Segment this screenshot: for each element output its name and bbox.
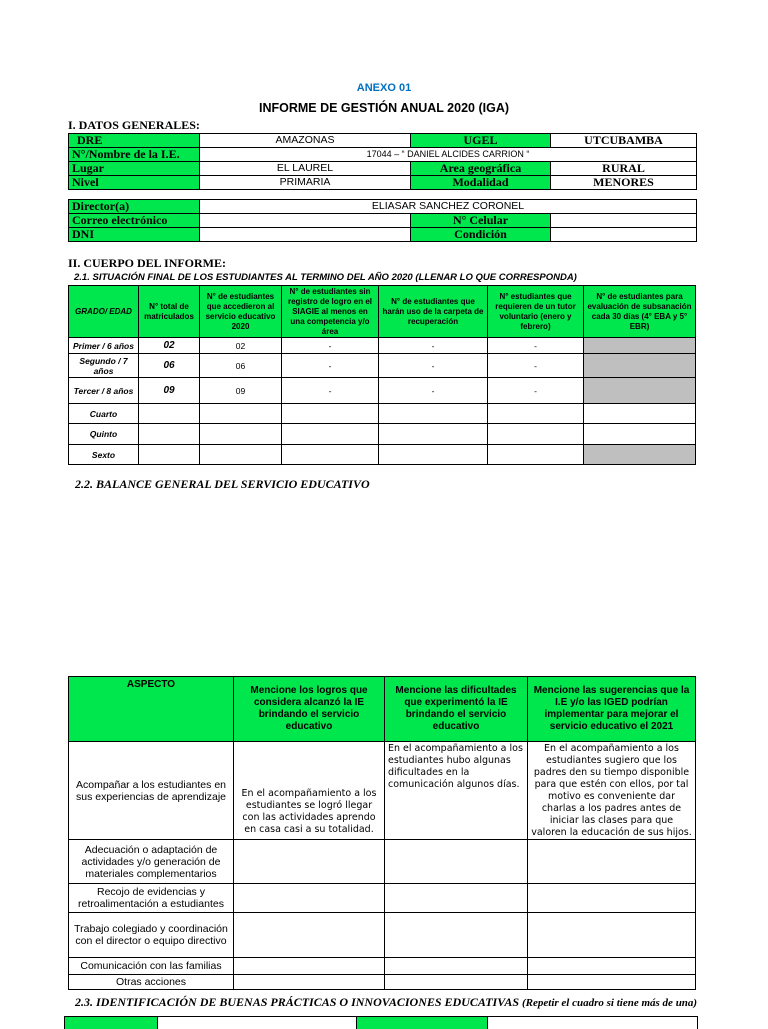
section-general-title: I. DATOS GENERALES: — [68, 118, 200, 132]
col-accedieron: N° de estudiantes que accedieron al servicio educativo 2020 — [200, 286, 282, 338]
aspects-table — [68, 676, 696, 990]
director-value: ELIASAR SANCHEZ CORONEL — [200, 200, 697, 214]
good-practices-label-cell-2 — [357, 1017, 488, 1029]
grade-cell: Sexto — [69, 445, 139, 465]
aspecto-cell: Trabajo colegiado y coordinación con el director o equipo directivo — [69, 913, 234, 958]
logros-cell — [234, 975, 385, 990]
accedieron-cell — [200, 424, 282, 445]
subsanacion-cell — [584, 404, 696, 424]
table-row — [69, 424, 696, 445]
sugerencias-cell — [528, 840, 696, 884]
col-dificultades: Mencione las dificultades que experimentó la IE brindando el servicio educativo — [385, 677, 528, 742]
lugar-value: EL LAUREL — [200, 162, 411, 176]
section-good-practices-title — [75, 995, 697, 1010]
subsanacion-cell — [584, 338, 696, 354]
condicion-label: Condición — [411, 228, 551, 242]
ie-label: N°/Nombre de la I.E. — [69, 148, 200, 162]
total-cell — [139, 445, 200, 465]
good-practices-label-cell — [65, 1017, 158, 1029]
col-sugerencias: Mencione las sugerencias que la I.E y/o las IGED podrían implementar para mejorar el servicio educativo el 2021 — [528, 677, 696, 742]
students-table — [68, 285, 696, 465]
col-carpeta: N° de estudiantes que harán uso de la carpeta de recuperación — [379, 286, 488, 338]
table-row — [69, 404, 696, 424]
total-cell — [139, 424, 200, 445]
ie-value: 17044 – “ DANIEL ALCIDES CARRION “ — [200, 148, 697, 162]
sin-registro-cell — [282, 404, 379, 424]
modalidad-value: MENORES — [551, 176, 697, 190]
table-row — [69, 338, 696, 354]
dre-label: DRE — [69, 134, 200, 148]
aspecto-cell: Adecuación o adaptación de actividades y/o generación de materiales complementarios — [69, 840, 234, 884]
table-row — [69, 445, 696, 465]
sin-registro-cell: - — [282, 354, 379, 378]
col-total: N° total de matriculados — [139, 286, 200, 338]
nivel-label: Nivel — [69, 176, 200, 190]
col-sin-registro: N° de estudiantes sin registro de logro en el SIAGIE al menos en una competencia y/o área — [282, 286, 379, 338]
section-body-title: II. CUERPO DEL INFORME: — [68, 256, 227, 270]
area-value: RURAL — [551, 162, 697, 176]
table-row — [69, 958, 696, 975]
dificultades-cell — [385, 884, 528, 913]
dre-value: AMAZONAS — [200, 134, 411, 148]
ugel-value: UTCUBAMBA — [551, 134, 697, 148]
balance-title: 2.2. BALANCE GENERAL DEL SERVICIO EDUCATIVO — [75, 477, 370, 491]
tutor-cell: - — [488, 338, 584, 354]
sugerencias-cell — [528, 958, 696, 975]
carpeta-cell: - — [379, 338, 488, 354]
ugel-label: UGEL — [411, 134, 551, 148]
sin-registro-cell — [282, 445, 379, 465]
carpeta-cell: - — [379, 354, 488, 378]
general-data-table — [68, 133, 697, 190]
good-practices-note: (Repetir el cuadro si tiene más de una) — [522, 997, 698, 1009]
dificultades-cell — [385, 958, 528, 975]
aspecto-cell: Recojo de evidencias y retroalimentación a estudiantes — [69, 884, 234, 913]
total-cell: 09 — [139, 378, 200, 404]
table-row — [69, 913, 696, 958]
sugerencias-cell — [528, 913, 696, 958]
sin-registro-cell: - — [282, 378, 379, 404]
total-cell: 06 — [139, 354, 200, 378]
good-practices-table — [64, 1016, 698, 1029]
director-label: Director(a) — [69, 200, 200, 214]
tutor-cell — [488, 445, 584, 465]
grade-cell: Cuarto — [69, 404, 139, 424]
dificultades-cell: En el acompañamiento a los estudiantes hubo algunas dificultades en la comunicación algunos días. — [385, 742, 528, 840]
aspecto-cell: Acompañar a los estudiantes en sus experiencias de aprendizaje — [69, 742, 234, 840]
subsanacion-cell — [584, 424, 696, 445]
col-aspecto: ASPECTO — [69, 677, 234, 742]
tutor-cell — [488, 424, 584, 445]
grade-cell: Segundo / 7 años — [69, 354, 139, 378]
good-practices-heading: 2.3. IDENTIFICACIÓN DE BUENAS PRÁCTICAS O INNOVACIONES EDUCATIVAS — [75, 995, 520, 1009]
grade-cell: Primer / 6 años — [69, 338, 139, 354]
dni-label: DNI — [69, 228, 200, 242]
dificultades-cell — [385, 913, 528, 958]
annex-label: ANEXO 01 — [356, 82, 412, 94]
modalidad-label: Modalidad — [411, 176, 551, 190]
carpeta-cell — [379, 445, 488, 465]
accedieron-cell: 02 — [200, 338, 282, 354]
subsanacion-cell — [584, 354, 696, 378]
correo-value — [200, 214, 411, 228]
accedieron-cell — [200, 445, 282, 465]
logros-cell: En el acompañamiento a los estudiantes se logró llegar con las actividades aprendo en casa casi a su totalidad. — [234, 742, 385, 840]
col-grade: GRADO/ EDAD — [69, 286, 139, 338]
celular-label: N° Celular — [411, 214, 551, 228]
logros-cell — [234, 913, 385, 958]
lugar-label: Lugar — [69, 162, 200, 176]
logros-cell — [234, 884, 385, 913]
dni-value — [200, 228, 411, 242]
table-row — [69, 742, 696, 840]
logros-cell — [234, 958, 385, 975]
dificultades-cell — [385, 975, 528, 990]
total-cell: 02 — [139, 338, 200, 354]
nivel-value: PRIMARIA — [200, 176, 411, 190]
table-row — [69, 354, 696, 378]
tutor-cell: - — [488, 378, 584, 404]
sugerencias-cell — [528, 975, 696, 990]
sugerencias-cell — [528, 884, 696, 913]
aspecto-cell: Otras acciones — [69, 975, 234, 990]
table-row — [69, 378, 696, 404]
accedieron-cell: 09 — [200, 378, 282, 404]
logros-cell — [234, 840, 385, 884]
condicion-value — [551, 228, 697, 242]
grade-cell: Quinto — [69, 424, 139, 445]
document-title: INFORME DE GESTIÓN ANUAL 2020 (IGA) — [258, 101, 510, 115]
students-subtitle: 2.1. SITUACIÓN FINAL DE LOS ESTUDIANTES AL TERMINO DEL AÑO 2020 (LLENAR LO QUE CORRESPONDA) — [74, 272, 577, 283]
good-practices-value-cell — [158, 1017, 357, 1029]
table-row — [69, 975, 696, 990]
correo-label: Correo electrónico — [69, 214, 200, 228]
col-logros: Mencione los logros que considera alcanzó la IE brindando el servicio educativo — [234, 677, 385, 742]
director-data-table — [68, 199, 697, 242]
celular-value — [551, 214, 697, 228]
dificultades-cell — [385, 840, 528, 884]
carpeta-cell — [379, 424, 488, 445]
sin-registro-cell: - — [282, 338, 379, 354]
subsanacion-cell — [584, 445, 696, 465]
accedieron-cell: 06 — [200, 354, 282, 378]
grade-cell: Tercer / 8 años — [69, 378, 139, 404]
subsanacion-cell — [584, 378, 696, 404]
aspecto-cell: Comunicación con las familias — [69, 958, 234, 975]
total-cell — [139, 404, 200, 424]
col-tutor: N° estudiantes que requieren de un tutor voluntario (enero y febrero) — [488, 286, 584, 338]
carpeta-cell: - — [379, 378, 488, 404]
sugerencias-cell: En el acompañamiento a los estudiantes sugiero que los padres den su tiempo disponible para que estén con ellos, por tal motivo es conveniente dar charlas a los padres antes de iniciar las clases para que valoren la educación de sus hijos. — [528, 742, 696, 840]
accedieron-cell — [200, 404, 282, 424]
carpeta-cell — [379, 404, 488, 424]
tutor-cell: - — [488, 354, 584, 378]
table-row — [69, 840, 696, 884]
tutor-cell — [488, 404, 584, 424]
sin-registro-cell — [282, 424, 379, 445]
col-subsanacion: N° de estudiantes para evaluación de subsanación cada 30 días (4° EBA y 5° EBR) — [584, 286, 696, 338]
table-row — [69, 884, 696, 913]
area-label: Area geográfica — [411, 162, 551, 176]
